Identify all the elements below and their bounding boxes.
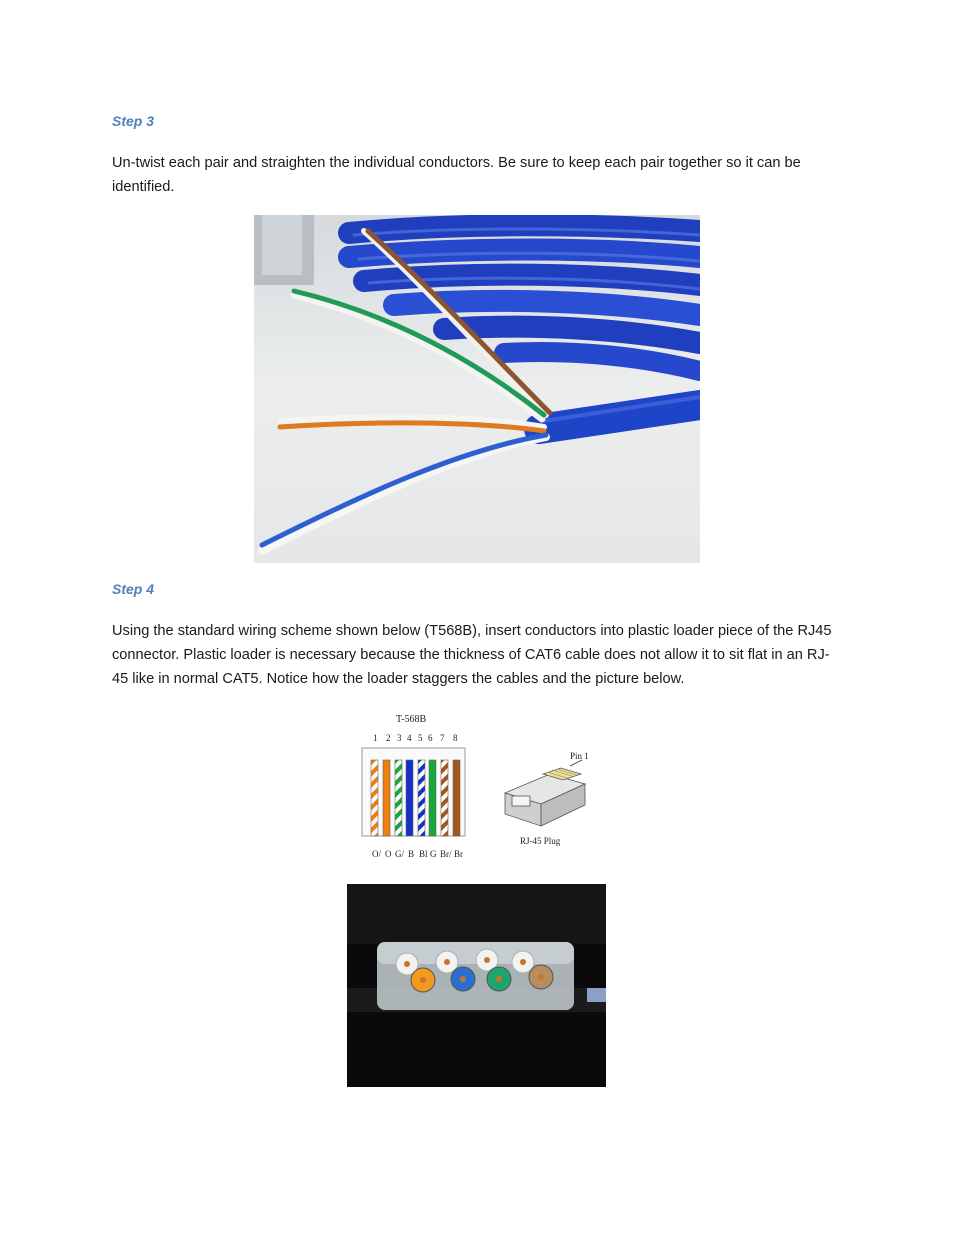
pin-number-labels bbox=[373, 733, 458, 743]
wire-label: Br/ bbox=[440, 849, 452, 859]
pin-number-label: 1 bbox=[373, 733, 378, 743]
step-4-heading: Step 4 bbox=[112, 581, 155, 597]
wire-label: O bbox=[385, 849, 392, 859]
wire-label: Bl bbox=[419, 849, 428, 859]
plastic-loader-photo bbox=[347, 884, 606, 1087]
t568b-wiring-diagram bbox=[355, 708, 600, 863]
step-3-text: Un-twist each pair and straighten the individual conductors. Be sure to keep each pair together so it can be identified. bbox=[112, 155, 801, 195]
pin-number-label: 6 bbox=[428, 733, 433, 743]
step-3-heading: Step 3 bbox=[112, 113, 155, 129]
pin-number-label: 7 bbox=[440, 733, 445, 743]
pin-1-label: Pin 1 bbox=[570, 751, 589, 761]
wire-label: O/ bbox=[372, 849, 381, 859]
pin-number-label: 4 bbox=[407, 733, 412, 743]
wire-label: G/ bbox=[395, 849, 404, 859]
wire-4-blue bbox=[406, 760, 413, 836]
wire-7-white-brown bbox=[441, 760, 448, 836]
wire-6-green bbox=[429, 760, 436, 836]
wire-3-white-green bbox=[395, 760, 402, 836]
wire-label: G bbox=[430, 849, 437, 859]
wire-5-white-blue bbox=[418, 760, 425, 836]
wire-label: B bbox=[408, 849, 415, 859]
rj45-plug-icon bbox=[505, 760, 585, 826]
wire-label: Br bbox=[454, 849, 463, 859]
pin-number-label: 5 bbox=[418, 733, 423, 743]
step-4-text: Using the standard wiring scheme shown below (T568B), insert conductors into plastic loader piece of the RJ45 connector. Plastic loader is necessary because the thickness of CAT6 cable does not allow it to sit flat in an RJ-45 like in normal CAT5. Notice how the loader staggers the cables and the picture below. bbox=[112, 623, 832, 687]
wire-8-brown bbox=[453, 760, 460, 836]
untwisted-conductors-photo bbox=[254, 215, 700, 563]
rj45-plug-caption: RJ-45 Plug bbox=[520, 836, 561, 846]
pin-number-label: 3 bbox=[397, 733, 402, 743]
pin-number-label: 8 bbox=[453, 733, 458, 743]
wire-2-orange bbox=[383, 760, 390, 836]
wiring-diagram-title: T-568B bbox=[396, 714, 427, 725]
pin-number-label: 2 bbox=[386, 733, 391, 743]
wire-1-white-orange bbox=[371, 760, 378, 836]
